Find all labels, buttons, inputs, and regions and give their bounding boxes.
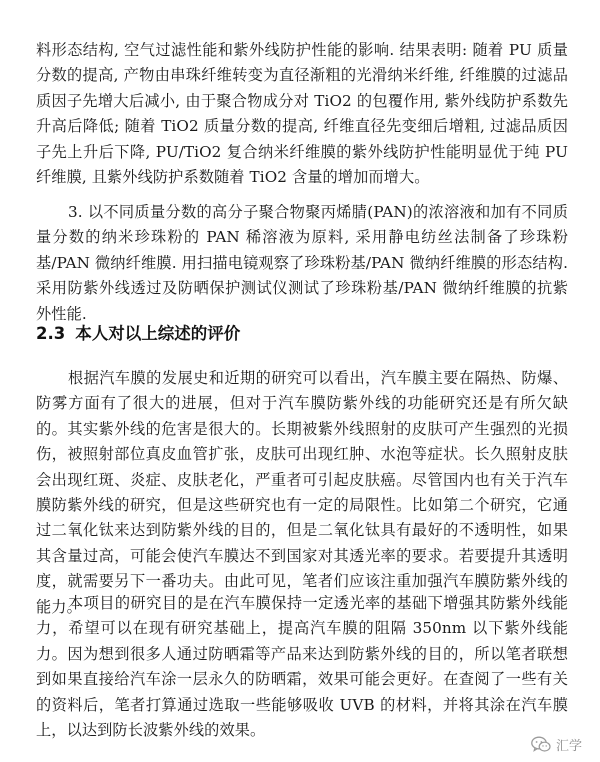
watermark-text: 汇学 [555, 739, 582, 754]
section-title: 本人对以上综述的评价 [75, 324, 241, 343]
paragraph-research-purpose: 本项目的研究目的是在汽车膜保持一定透光率的基础下增强其防紫外线能力，希望可以在现有研究基础上，提高汽车膜的阻隔 350nm 以下紫外线能力。因为想到很多人通过防晒霜等产品来达到防紫外线的目的，所以笔者联想到如果直接给汽车涂一层永久的防晒霜，效果可能会更好。在查阅了一些有关的资料后，笔者打算通过选取一些能够吸收 UVB 的材料，并将其涂在汽车膜上，以达到防长波紫外线的效果。 [36, 594, 568, 740]
wechat-icon [531, 736, 551, 753]
paragraph-item-3-pan: 3. 以不同质量分数的高分子聚合物聚丙烯腈(PAN)的浓溶液和加有不同质量分数的纳米珍珠粉的 PAN 稀溶液为原料, 采用静电纺丝法制备了珍珠粉基/PAN 微纳纤维膜. 用扫描电镜观察了珍珠粉基/PAN 微纳纤维膜的形态结构. 采用防紫外线透过及防晒保护测试仪测试了珍珠粉基/PAN 微纳纤维膜的抗紫外性能. [36, 203, 568, 323]
section-number: 2.3 [36, 324, 66, 343]
section-heading [36, 322, 240, 346]
paragraph-review-evaluation: 根据汽车膜的发展史和近期的研究可以看出，汽车膜主要在隔热、防爆、防雾方面有了很大的进展，但对于汽车膜防紫外线的功能研究还是有所欠缺的。其实紫外线的危害是很大的。长期被紫外线照射的皮肤可产生强烈的光损伤，被照射部位真皮血管扩张，皮肤可出现红肿、水泡等症状。长久照射皮肤会出现红斑、炎症、皮肤老化，严重者可引起皮肤癌。尽管国内也有关于汽车膜防紫外线的研究，但是这些研究也有一定的局限性。比如第二个研究，它通过二氧化钛来达到防紫外线的目的，但是二氧化钛具有最好的不透明性，如果其含量过高，可能会使汽车膜达不到国家对其透光率的要求。若要提升其透明度，就需要另下一番功夫。由此可见，笔者们应该注重加强汽车膜防紫外线的能力。 [36, 369, 568, 616]
watermark [531, 735, 582, 754]
paragraph-pu-tio2-results: 料形态结构, 空气过滤性能和紫外线防护性能的影响. 结果表明: 随着 PU 质量分数的提高, 产物由串珠纤维转变为直径渐粗的光滑纳米纤维, 纤维膜的过滤品质因子先增大后减小, 由于聚合物成分对 TiO2 的包覆作用, 紫外线防护系数先升高后降低; 随着 TiO2 质量分数的提高, 纤维直径先变细后增粗, 过滤品质因子先上升后下降, PU/TiO2 复合纳米纤维膜的紫外线防护性能明显优于纯 PU 纤维膜, 且紫外线防护系数随着 TiO2 含量的增加而增大。 [36, 41, 568, 187]
